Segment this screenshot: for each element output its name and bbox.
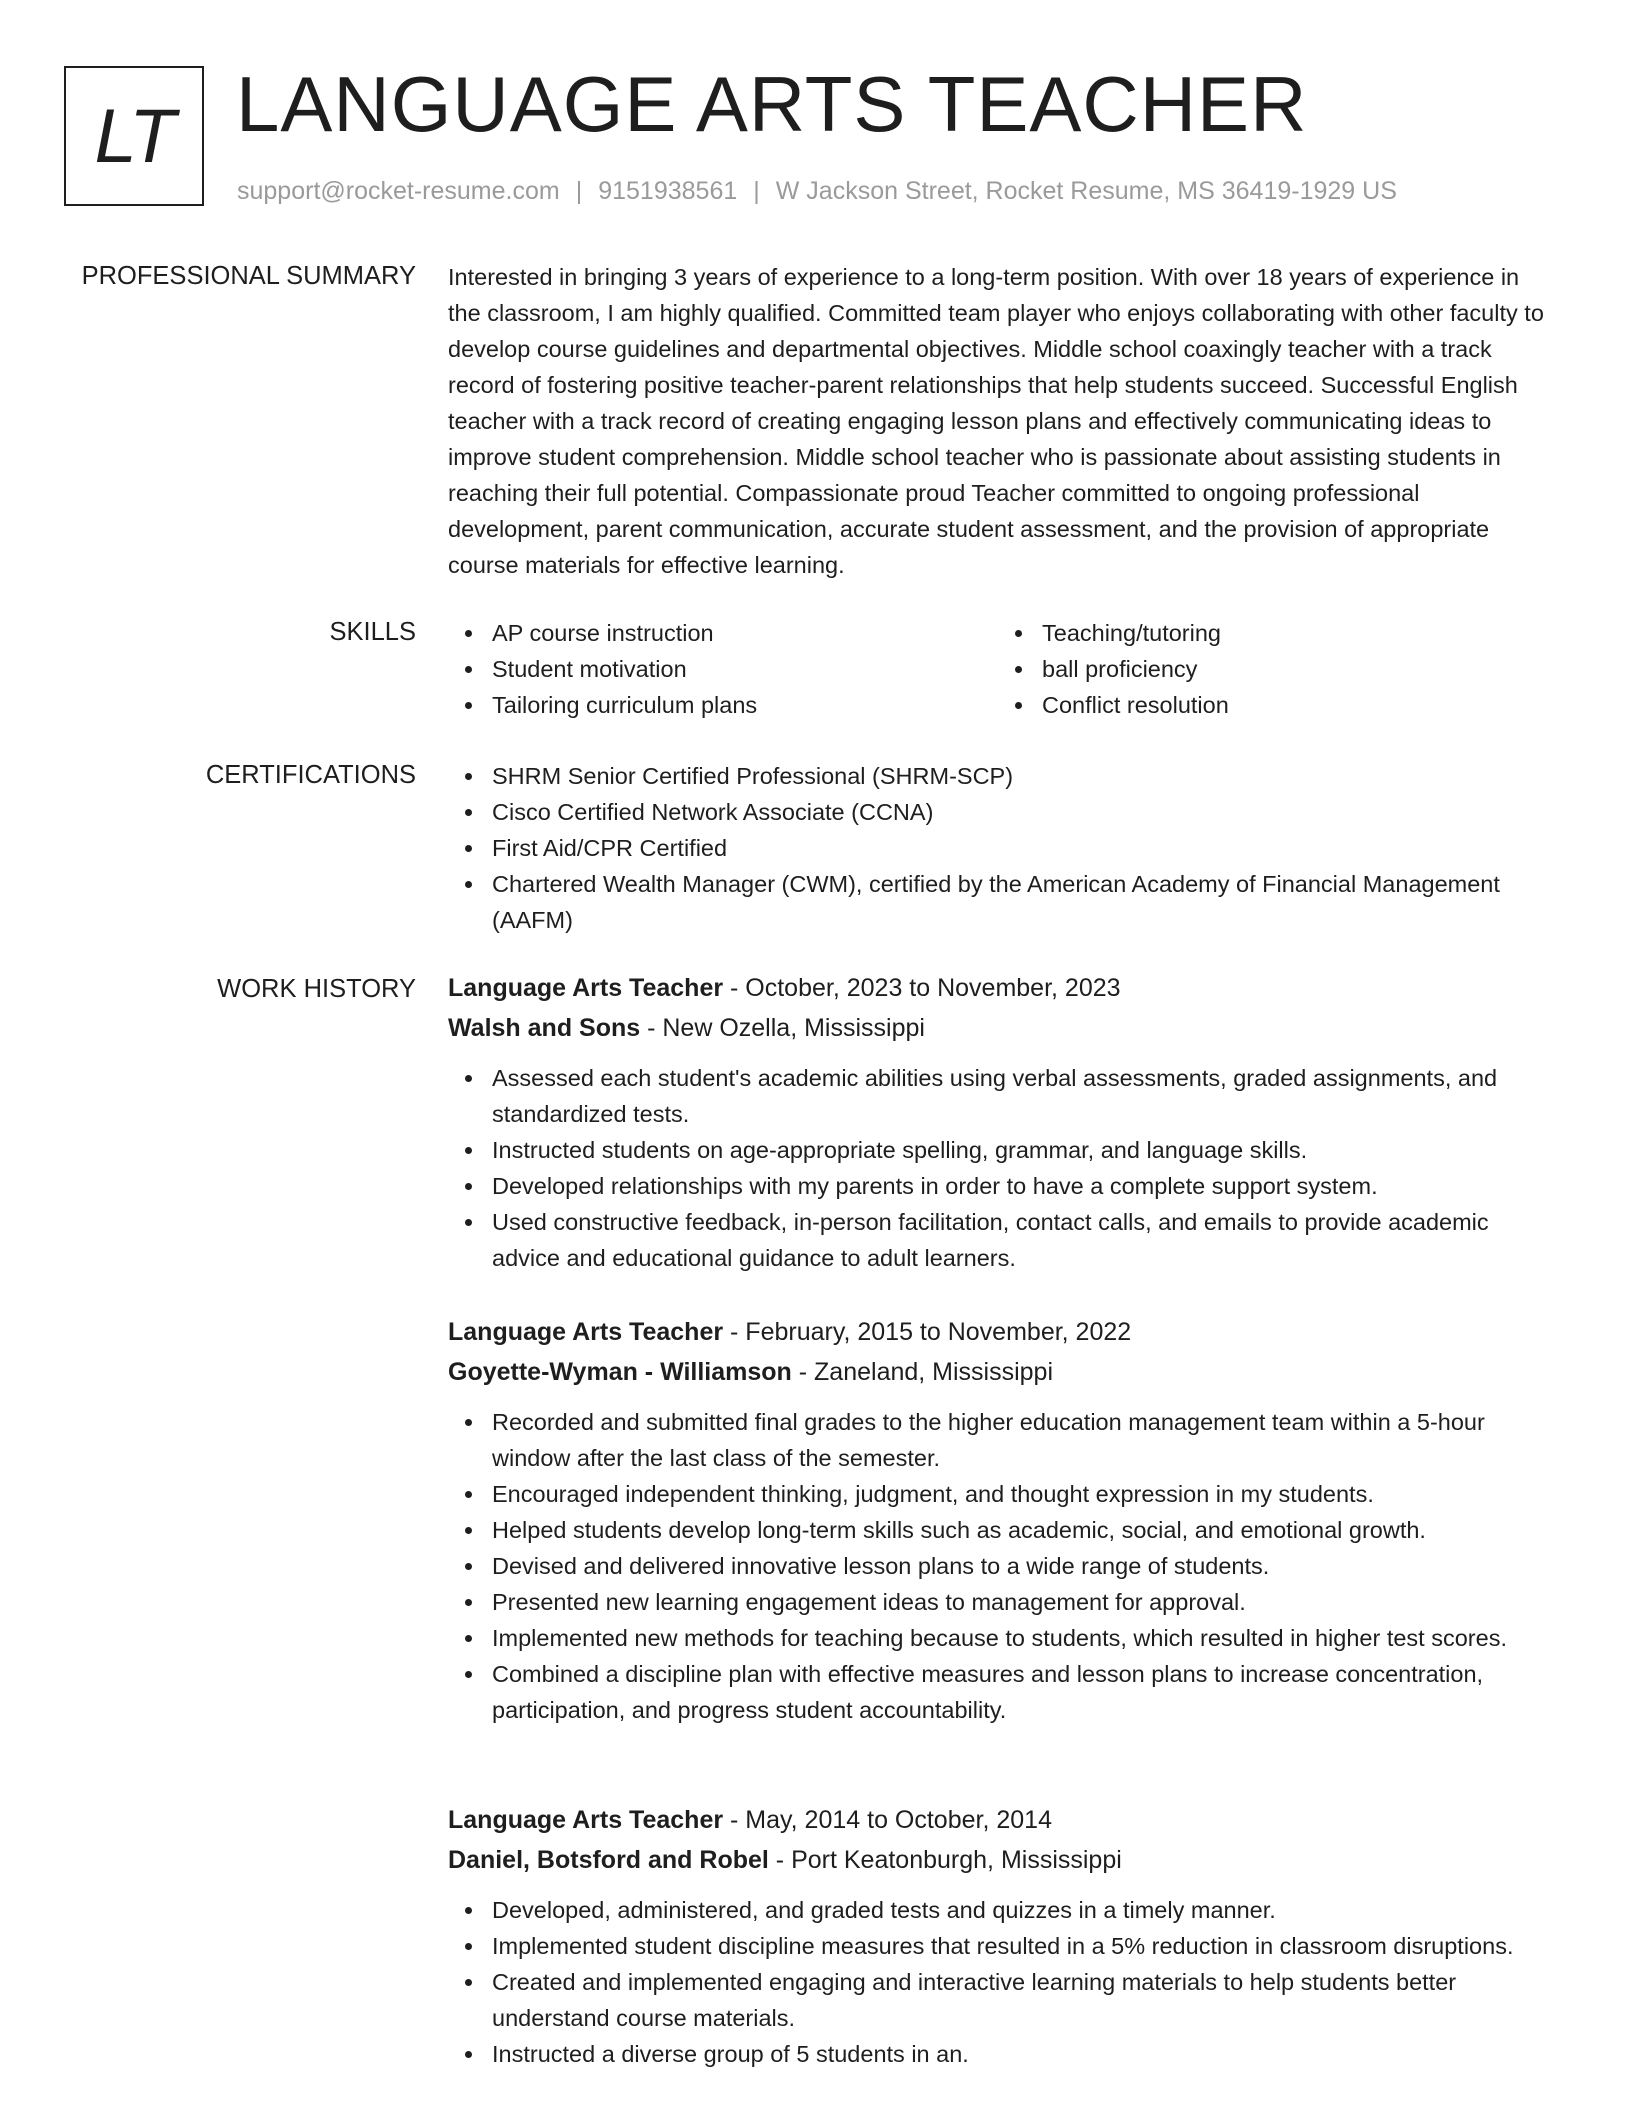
- job-company: Goyette-Wyman - Williamson: [448, 1358, 792, 1386]
- skill-item: Tailoring curriculum plans: [448, 687, 998, 723]
- certifications-section: [448, 758, 1556, 938]
- job-location: - Zaneland, Mississippi: [791, 1358, 1054, 1386]
- job-bullet: Instructed students on age-appropriate spelling, grammar, and language skills.: [448, 1132, 1556, 1168]
- job-bullet: Created and implemented engaging and interactive learning materials to help students better understand course materials.: [448, 1964, 1556, 2036]
- job-entry: [448, 968, 1556, 1276]
- contact-email[interactable]: support@rocket-resume.com: [237, 177, 560, 205]
- section-label-summary: PROFESSIONAL SUMMARY: [81, 262, 416, 290]
- job-title: Language Arts Teacher: [448, 1806, 724, 1834]
- contact-separator: |: [753, 177, 760, 205]
- job-title: Language Arts Teacher: [448, 974, 724, 1002]
- certification-item: SHRM Senior Certified Professional (SHRM-SCP): [448, 758, 1556, 794]
- job-entry: [448, 1312, 1556, 1728]
- job-bullet: Encouraged independent thinking, judgment, and thought expression in my students.: [448, 1476, 1556, 1512]
- job-company-line: [448, 1008, 1556, 1048]
- job-company: Daniel, Botsford and Robel: [448, 1846, 769, 1874]
- certification-item: Cisco Certified Network Associate (CCNA): [448, 794, 1556, 830]
- certifications-list: [448, 758, 1556, 938]
- skill-item: ball proficiency: [998, 651, 1548, 687]
- job-dates: - February, 2015 to November, 2022: [723, 1318, 1132, 1346]
- job-bullet: Implemented new methods for teaching because to students, which resulted in higher test scores.: [448, 1620, 1556, 1656]
- job-bullet: Presented new learning engagement ideas to management for approval.: [448, 1584, 1556, 1620]
- job-title-line: [448, 1312, 1556, 1352]
- contact-phone[interactable]: 9151938561: [598, 177, 738, 205]
- job-bullet: Devised and delivered innovative lesson plans to a wide range of students.: [448, 1548, 1556, 1584]
- summary-text: Interested in bringing 3 years of experience to a long-term position. With over 18 years of experience in the classroom, I am highly qualified. Committed team player who enjoys collaborating with other faculty to develop course guidelines and departmental objectives. Middle school coaxingly teacher with a track record of fostering positive teacher-parent relationships that help students succeed. Successful English teacher with a track record of creating engaging lesson plans and effectively communicating ideas to improve student comprehension. Middle school teacher who is passionate about assisting students in reaching their full potential. Compassionate proud Teacher committed to ongoing professional development, parent communication, accurate student assessment, and the provision of appropriate course materials for effective learning.: [448, 264, 1544, 578]
- job-bullet: Recorded and submitted final grades to the higher education management team within a 5-hour window after the last class of the semester.: [448, 1404, 1556, 1476]
- certification-item: Chartered Wealth Manager (CWM), certified by the American Academy of Financial Management (AAFM): [448, 866, 1556, 938]
- job-entry: [448, 1800, 1556, 2072]
- job-bullet: Developed, administered, and graded tests and quizzes in a timely manner.: [448, 1892, 1556, 1928]
- job-bullets: [448, 1892, 1556, 2072]
- monogram-logo: [64, 66, 204, 206]
- contact-separator: |: [575, 177, 583, 205]
- skill-item: Teaching/tutoring: [998, 615, 1548, 651]
- job-title-line: [448, 1800, 1556, 1840]
- contact-line: [237, 174, 1397, 208]
- job-bullet: Instructed a diverse group of 5 students in an.: [448, 2036, 1556, 2072]
- skill-item: Student motivation: [448, 651, 998, 687]
- job-bullet: Developed relationships with my parents in order to have a complete support system.: [448, 1168, 1556, 1204]
- skill-item: AP course instruction: [448, 615, 998, 651]
- skills-list: [448, 615, 1556, 723]
- job-title-line: [448, 968, 1556, 1008]
- skills-section: [448, 615, 1556, 723]
- job-bullet: Assessed each student's academic abilities using verbal assessments, graded assignments, and standardized tests.: [448, 1060, 1556, 1132]
- monogram-initials: LT: [94, 93, 174, 179]
- section-label-skills: SKILLS: [329, 618, 416, 646]
- job-company: Walsh and Sons: [448, 1014, 641, 1042]
- job-company-line: [448, 1352, 1556, 1392]
- job-bullet: Helped students develop long-term skills such as academic, social, and emotional growth.: [448, 1512, 1556, 1548]
- job-bullet: Used constructive feedback, in-person facilitation, contact calls, and emails to provide academic advice and educational guidance to adult learners.: [448, 1204, 1556, 1276]
- section-label-work-history: WORK HISTORY: [217, 975, 416, 1003]
- job-dates: - October, 2023 to November, 2023: [723, 974, 1121, 1002]
- job-dates: - May, 2014 to October, 2014: [723, 1806, 1052, 1834]
- contact-address: W Jackson Street, Rocket Resume, MS 36419-1929 US: [775, 177, 1397, 205]
- section-label-certifications: CERTIFICATIONS: [205, 761, 416, 789]
- job-location: - Port Keatonburgh, Mississippi: [768, 1846, 1122, 1874]
- page-title: LANGUAGE ARTS TEACHER: [236, 60, 1308, 148]
- job-company-line: [448, 1840, 1556, 1880]
- summary-section: [448, 259, 1556, 583]
- job-title: Language Arts Teacher: [448, 1318, 724, 1346]
- job-bullet: Implemented student discipline measures that resulted in a 5% reduction in classroom disruptions.: [448, 1928, 1556, 1964]
- job-location: - New Ozella, Mississippi: [640, 1014, 925, 1042]
- job-bullets: [448, 1060, 1556, 1276]
- job-bullets: [448, 1404, 1556, 1728]
- job-bullet: Combined a discipline plan with effective measures and lesson plans to increase concentration, participation, and progress student accountability.: [448, 1656, 1556, 1728]
- skill-item: Conflict resolution: [998, 687, 1548, 723]
- certification-item: First Aid/CPR Certified: [448, 830, 1556, 866]
